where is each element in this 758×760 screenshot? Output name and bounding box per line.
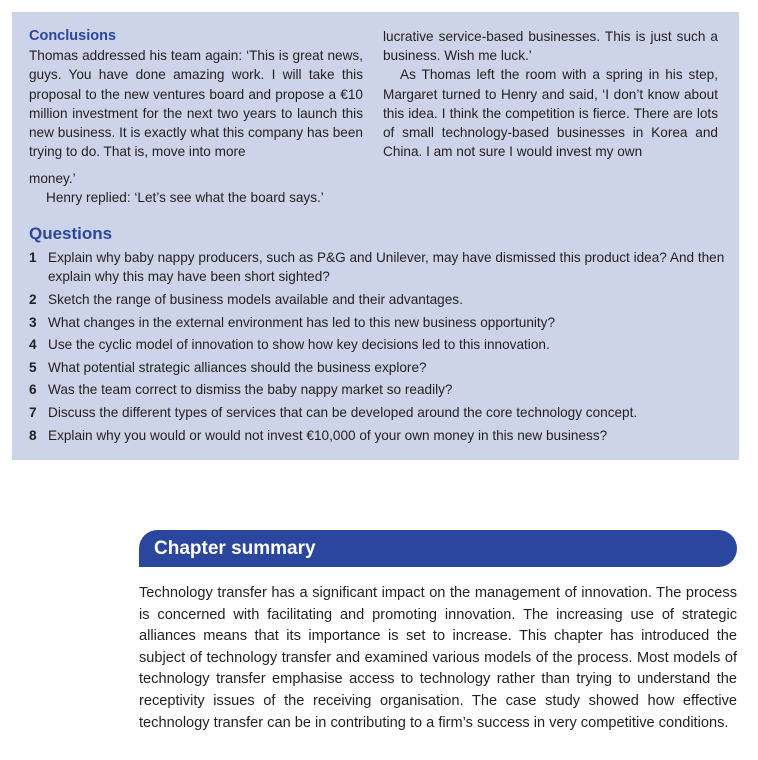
question-text: Explain why baby nappy producers, such as P&G and Unilever, may have dismissed this product idea? And then explain why this may have been short sighted? [48,250,725,285]
questions-heading: Questions [29,224,113,243]
chapter-summary-title: Chapter summary [154,538,316,559]
question-text: Use the cyclic model of innovation to show how key decisions led to this innovation. [48,337,550,353]
question-number: 8 [29,427,37,443]
question-number: 3 [29,314,37,330]
question-number: 4 [29,337,37,353]
question-number: 2 [29,292,37,307]
question-item [29,290,729,309]
question-item [29,403,729,422]
question-text: Explain why you would or would not invest €10,000 of your own money in this new business? [48,427,608,443]
question-item [29,313,729,332]
conclusions-heading: Conclusions [29,28,117,44]
question-item [29,335,729,354]
question-text: Was the team correct to dismiss the baby nappy market so readily? [48,382,453,398]
question-number: 5 [29,359,37,375]
henry-line: Henry replied: ‘Let’s see what the board says.’ [46,190,324,206]
money-line: money.’ [29,171,76,186]
question-number: 7 [29,404,37,420]
question-text: What changes in the external environment has led to this new business opportunity? [48,314,556,330]
question-item [29,358,729,377]
case-study-box [12,12,739,460]
margaret-paragraph: As Thomas left the room with a spring in his step, Margaret turned to Henry and said, ‘I don’t know about this idea. I think the competition is fierce. There are lots of small technology-based businesses in Korea and China. I am not sure I would invest my own [383,67,718,160]
closing-lines [29,169,363,207]
question-item [29,380,729,399]
question-number: 6 [29,382,37,398]
chapter-summary-banner [139,530,737,567]
chapter-summary-text: Technology transfer has a significant impact on the management of innovation. The process is concerned with facilitating and promoting innovation. The increasing use of strategic alliances means that its importance is set to increase. This chapter has introduced the subject of technology transfer and examined various models of the process. Most models of technology transfer emphasise access to technology rather than trying to understand the receptivity issues of the receiving organisation. The case study showed how effective technology transfer can be in contributing to a firm’s success in very competitive conditions. [139,585,737,731]
questions-list [29,248,729,448]
continued-paragraph: lucrative service-based businesses. This is just such a business. Wish me luck.’ [383,29,718,64]
question-item [29,426,729,445]
question-text: Discuss the different types of services that can be developed around the core technology concept. [48,404,638,420]
conclusions-paragraph: Thomas addressed his team again: ‘This is great news, guys. You have done amazing work. I will take this proposal to the new ventures board and propose a €10 million investment for the next two years to launch this new business. It is exactly what this company has been trying to do. That is, move into more [29,48,363,160]
question-text: Sketch the range of business models available and their advantages. [48,292,463,307]
question-item [29,248,729,287]
left-column [29,27,363,161]
right-column [383,27,718,161]
question-number: 1 [29,250,37,265]
question-text: What potential strategic alliances should the business explore? [48,359,427,375]
